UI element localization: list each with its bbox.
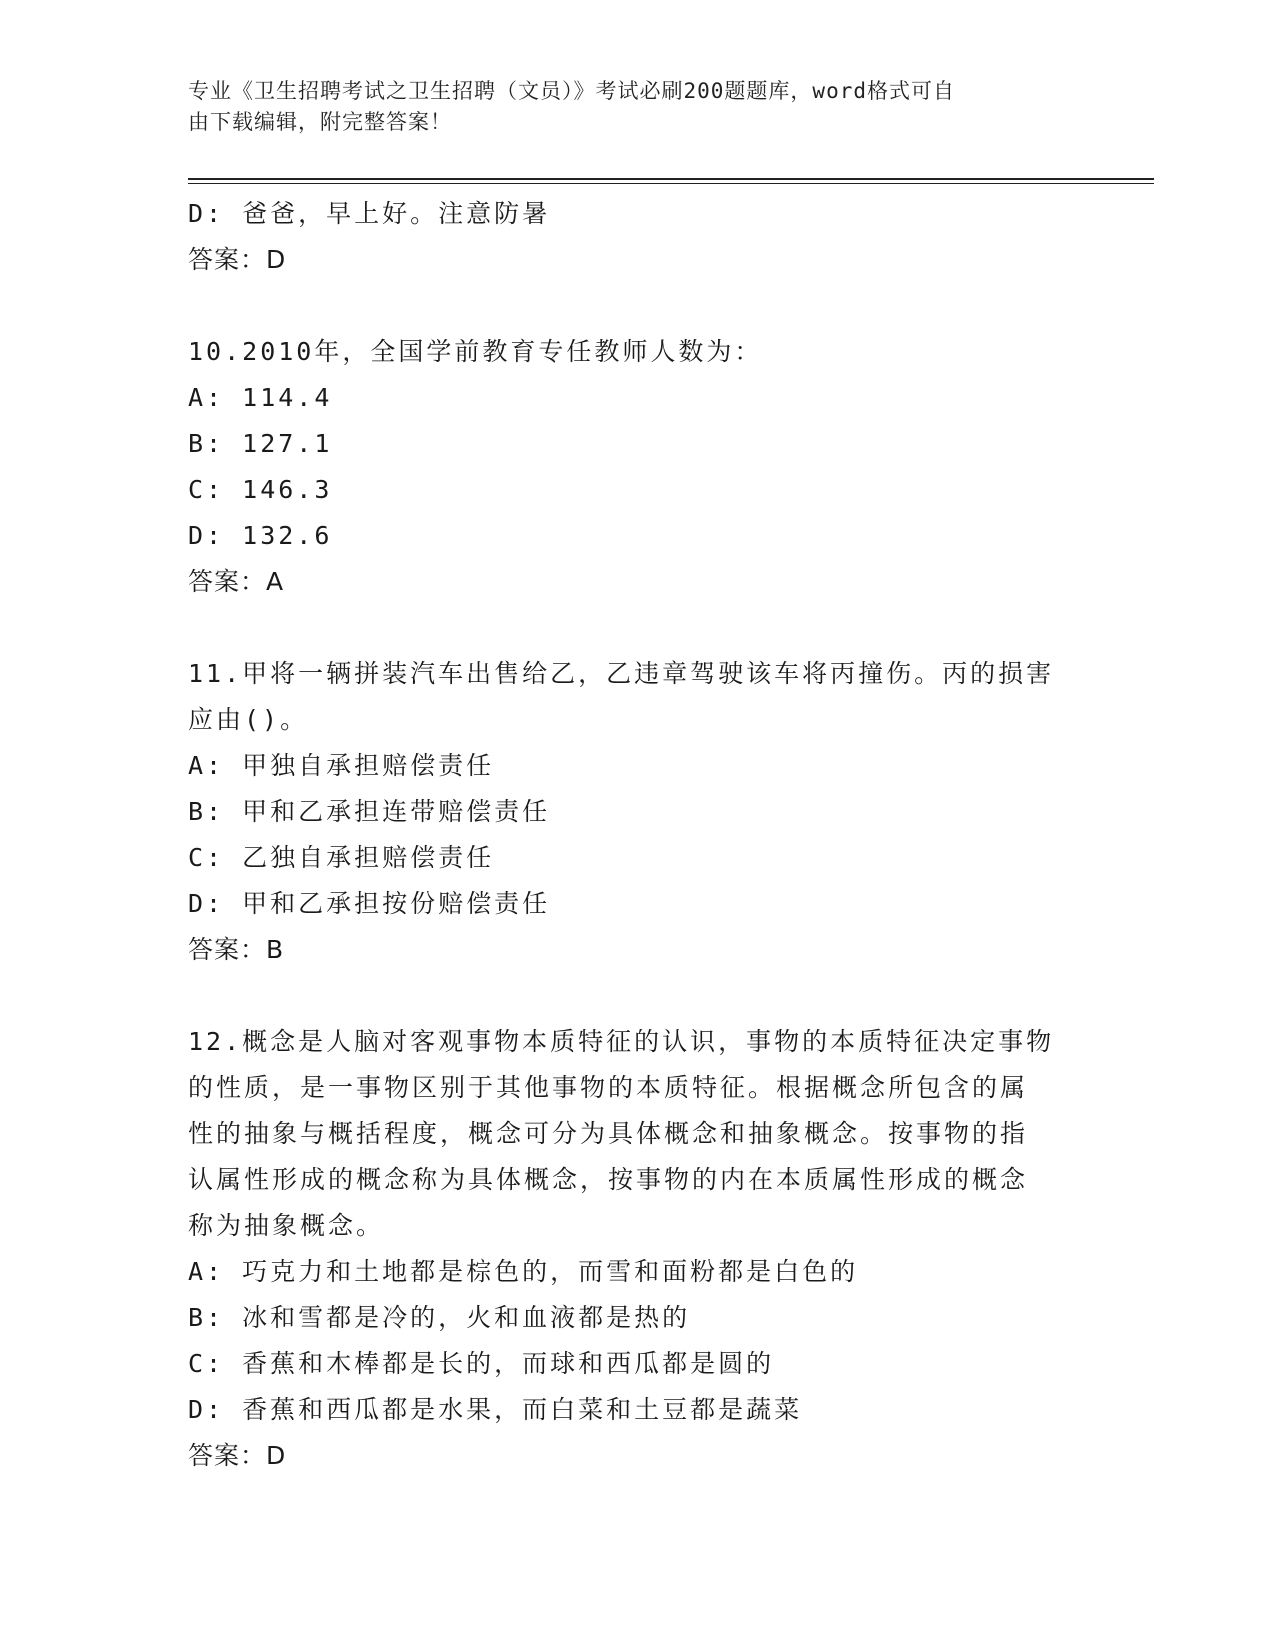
q12-stem-line-2: 的性质，是一事物区别于其他事物的本质特征。根据概念所包含的属 <box>188 1073 1029 1102</box>
q9-option-d: D: 爸爸，早上好。注意防暑 <box>188 199 551 228</box>
question-10 <box>188 329 1088 605</box>
q11-option-a: A: 甲独自承担赔偿责任 <box>188 751 495 780</box>
q11-answer: 答案：B <box>188 935 285 964</box>
q10-stem: 10.2010年，全国学前教育专任教师人数为： <box>188 337 763 366</box>
header-line-2: 由下载编辑，附完整答案！ <box>188 110 452 134</box>
q12-stem-line-3: 性的抽象与概括程度，概念可分为具体概念和抽象概念。按事物的指 <box>188 1119 1029 1148</box>
spacer <box>188 605 1088 651</box>
q10-answer: 答案：A <box>188 567 285 596</box>
q12-option-c: C: 香蕉和木棒都是长的，而球和西瓜都是圆的 <box>188 1349 775 1378</box>
q12-option-a: A: 巧克力和土地都是棕色的，而雪和面粉都是白色的 <box>188 1257 859 1286</box>
q10-option-c: C: 146.3 <box>188 475 333 504</box>
q11-stem-line-2: 应由()。 <box>188 705 309 734</box>
header-rule-thin <box>188 183 1154 184</box>
q10-option-a: A: 114.4 <box>188 383 333 412</box>
q12-stem-line-4: 认属性形成的概念称为具体概念，按事物的内在本质属性形成的概念 <box>188 1165 1029 1194</box>
question-11 <box>188 651 1088 973</box>
q9-answer: 答案：D <box>188 245 287 274</box>
q11-option-d: D: 甲和乙承担按份赔偿责任 <box>188 889 551 918</box>
q12-stem-line-1: 12.概念是人脑对客观事物本质特征的认识，事物的本质特征决定事物 <box>188 1027 1055 1056</box>
q11-option-c: C: 乙独自承担赔偿责任 <box>188 843 495 872</box>
q12-option-b: B: 冰和雪都是冷的，火和血液都是热的 <box>188 1303 691 1332</box>
q12-stem-line-5: 称为抽象概念。 <box>188 1211 385 1240</box>
spacer <box>188 283 1088 329</box>
q11-option-b: B: 甲和乙承担连带赔偿责任 <box>188 797 551 826</box>
document-body <box>188 191 1088 1479</box>
header-rule-thick <box>188 178 1154 180</box>
q10-option-b: B: 127.1 <box>188 429 333 458</box>
q12-option-d: D: 香蕉和西瓜都是水果，而白菜和土豆都是蔬菜 <box>188 1395 803 1424</box>
spacer <box>188 973 1088 1019</box>
question-12 <box>188 1019 1088 1479</box>
header-line-1: 专业《卫生招聘考试之卫生招聘（文员）》考试必刷200题题库，word格式可自 <box>188 79 955 103</box>
question-9-tail <box>188 191 1088 283</box>
q11-stem-line-1: 11.甲将一辆拼装汽车出售给乙，乙违章驾驶该车将丙撞伤。丙的损害 <box>188 659 1055 688</box>
document-header <box>188 76 1068 138</box>
q10-option-d: D: 132.6 <box>188 521 333 550</box>
q12-answer: 答案：D <box>188 1441 287 1470</box>
